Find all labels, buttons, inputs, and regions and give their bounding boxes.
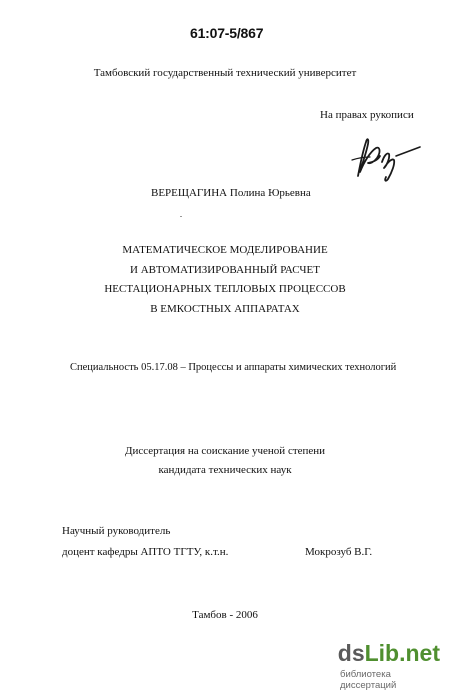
university-name: Тамбовский государственный технический университет bbox=[93, 67, 357, 79]
watermark bbox=[337, 640, 450, 691]
degree-line-2: кандидата технических наук bbox=[158, 464, 292, 476]
watermark-logo-ds: ds bbox=[337, 640, 365, 666]
author-name: ВЕРЕЩАГИНА Полина Юрьевна bbox=[151, 187, 311, 199]
specialty-line: Специальность 05.17.08 – Процессы и аппараты химических технологий bbox=[70, 362, 397, 373]
advisor-name: Мокрозуб В.Г. bbox=[305, 546, 373, 558]
title-line: МАТЕМАТИЧЕСКОЕ МОДЕЛИРОВАНИЕ bbox=[122, 244, 328, 256]
rights-notice: На правах рукописи bbox=[320, 109, 414, 121]
watermark-logo-lib: Lib.net bbox=[364, 640, 440, 666]
archive-stamp: 61:07-5/867 bbox=[190, 25, 264, 41]
advisor-label: Научный руководитель bbox=[62, 525, 171, 537]
scan-speck bbox=[180, 216, 182, 217]
title-line: НЕСТАЦИОНАРНЫХ ТЕПЛОВЫХ ПРОЦЕССОВ bbox=[104, 283, 346, 295]
title-line: И АВТОМАТИЗИРОВАННЫЙ РАСЧЕТ bbox=[130, 263, 320, 276]
dissertation-title bbox=[0, 241, 450, 319]
degree-line-1: Диссертация на соискание ученой степени bbox=[124, 445, 326, 457]
watermark-logo bbox=[338, 640, 440, 667]
signature bbox=[340, 132, 425, 184]
advisor-position: доцент кафедры АПТО ТГТУ, к.т.н. bbox=[62, 546, 229, 558]
title-line: В ЕМКОСТНЫХ АППАРАТАХ bbox=[150, 302, 300, 315]
city-year: Тамбов - 2006 bbox=[192, 609, 258, 621]
watermark-subtitle: библиотека диссертаций bbox=[340, 669, 397, 691]
